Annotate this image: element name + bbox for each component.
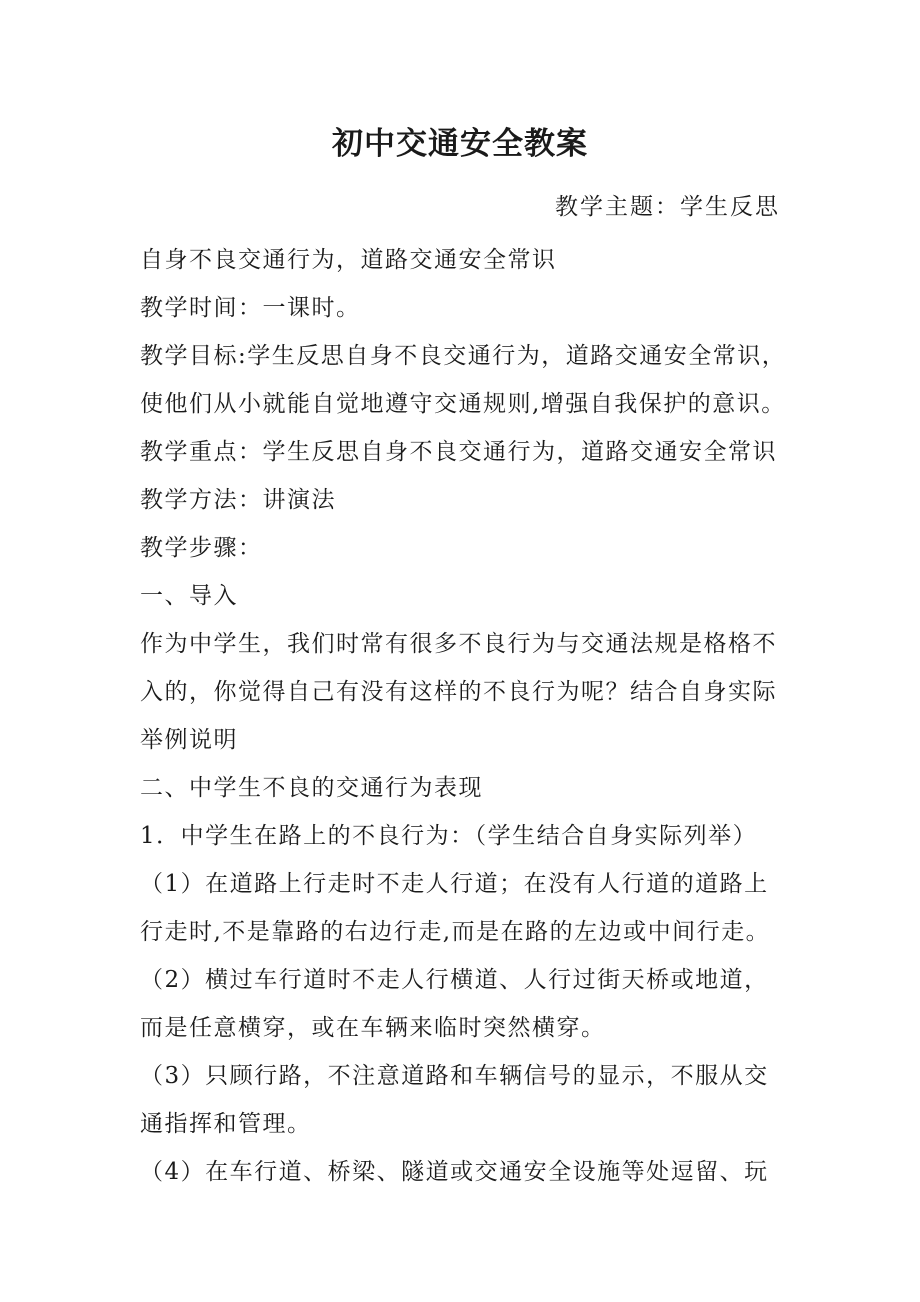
body-line: 入的，你觉得自己有没有这样的不良行为呢？结合自身实际 — [140, 679, 777, 705]
body-line: 教学方法：讲演法 — [140, 487, 336, 513]
document-body — [140, 236, 787, 1196]
subject-line: 教学主题：学生反思 — [555, 194, 780, 220]
body-line: 1．中学生在路上的不良行为：（学生结合自身实际列举） — [140, 823, 758, 849]
body-line: 教学时间：一课时。 — [140, 295, 361, 321]
body-line: 教学目标:学生反思自身不良交通行为，道路交通安全常识， — [140, 343, 787, 369]
body-line: 而是任意横穿，或在车辆来临时突然横穿。 — [140, 1015, 606, 1041]
body-line: 通指挥和管理。 — [140, 1111, 312, 1137]
body-line: 行走时,不是靠路的右边行走,而是在路的左边或中间行走。 — [140, 919, 771, 945]
body-line: （3）只顾行路，不注意道路和车辆信号的显示，不服从交 — [140, 1063, 769, 1089]
body-line: 教学步骤： — [140, 535, 263, 561]
body-line: 使他们从小就能自觉地遵守交通规则,增强自我保护的意识。 — [140, 391, 786, 417]
body-line: 自身不良交通行为，道路交通安全常识 — [140, 247, 557, 273]
body-line: 举例说明 — [140, 727, 238, 753]
body-line: 二、中学生不良的交通行为表现 — [140, 775, 483, 801]
body-line: 教学重点：学生反思自身不良交通行为，道路交通安全常识 — [140, 439, 777, 465]
body-line: 作为中学生，我们时常有很多不良行为与交通法规是格格不 — [140, 631, 777, 657]
body-line: （2）横过车行道时不走人行横道、人行过街天桥或地道， — [140, 967, 769, 993]
body-line: （1）在道路上行走时不走人行道；在没有人行道的道路上 — [140, 871, 769, 897]
body-line: （4）在车行道、桥梁、隧道或交通安全设施等处逗留、玩 — [140, 1159, 769, 1185]
document-title: 初中交通安全教案 — [332, 126, 588, 162]
body-line: 一、导入 — [140, 583, 238, 609]
